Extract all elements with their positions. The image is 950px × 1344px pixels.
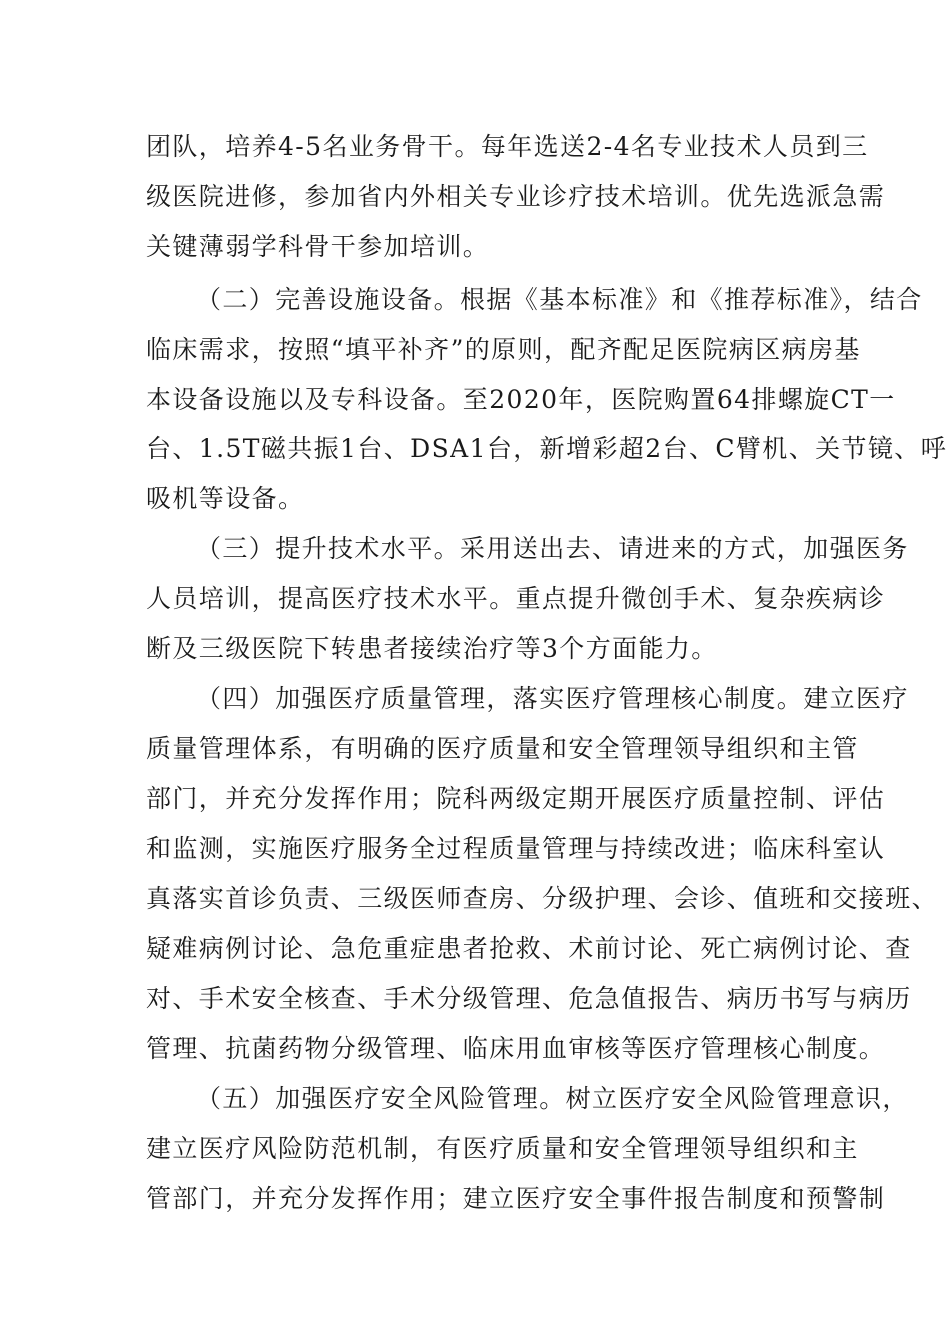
text-line: 临床需求，按照“填平补齐”的原则，配齐配足医院病区病房基	[146, 335, 861, 364]
text-line: 管部门，并充分发挥作用；建立医疗安全事件报告制度和预警制	[146, 1184, 886, 1213]
text-line: 对、手术安全核查、手术分级管理、危急值报告、病历书写与病历	[146, 984, 912, 1013]
text-line: 关键薄弱学科骨干参加培训。	[146, 232, 490, 261]
text-line: 质量管理体系，有明确的医疗质量和安全管理领导组织和主管	[146, 734, 859, 763]
paragraph-heading-line: （三）提升技术水平。采用送出去、请进来的方式，加强医务	[196, 534, 909, 563]
paragraph-heading-line: （四）加强医疗质量管理，落实医疗管理核心制度。建立医疗	[196, 684, 909, 713]
paragraph-heading-line: （五）加强医疗安全风险管理。树立医疗安全风险管理意识，	[196, 1084, 909, 1113]
text-line: 疑难病例讨论、急危重症患者抢救、术前讨论、死亡病例讨论、查	[146, 934, 912, 963]
text-line: 断及三级医院下转患者接续治疗等3个方面能力。	[146, 634, 718, 663]
paragraph-heading-line: （二）完善设施设备。根据《基本标准》和《推荐标准》，结合	[196, 285, 923, 314]
text-line: 真落实首诊负责、三级医师查房、分级护理、会诊、值班和交接班、	[146, 884, 939, 913]
text-line: 本设备设施以及专科设备。至2020年，医院购置64排螺旋CT一	[146, 385, 896, 414]
text-line: 和监测，实施医疗服务全过程质量管理与持续改进；临床科室认	[146, 834, 886, 863]
text-line: 人员培训，提高医疗技术水平。重点提升微创手术、复杂疾病诊	[146, 584, 886, 613]
text-line: 管理、抗菌药物分级管理、临床用血审核等医疗管理核心制度。	[146, 1034, 886, 1063]
text-line: 台、1.5T磁共振1台、DSA1台，新增彩超2台、C臂机、关节镜、呼	[146, 434, 948, 463]
text-line: 建立医疗风险防范机制，有医疗质量和安全管理领导组织和主	[146, 1134, 859, 1163]
text-line: 吸机等设备。	[146, 484, 305, 513]
text-line: 级医院进修，参加省内外相关专业诊疗技术培训。优先选派急需	[146, 182, 886, 211]
text-line: 部门，并充分发挥作用；院科两级定期开展医疗质量控制、评估	[146, 784, 886, 813]
text-line: 团队，培养4-5名业务骨干。每年选送2-4名专业技术人员到三	[146, 132, 869, 161]
